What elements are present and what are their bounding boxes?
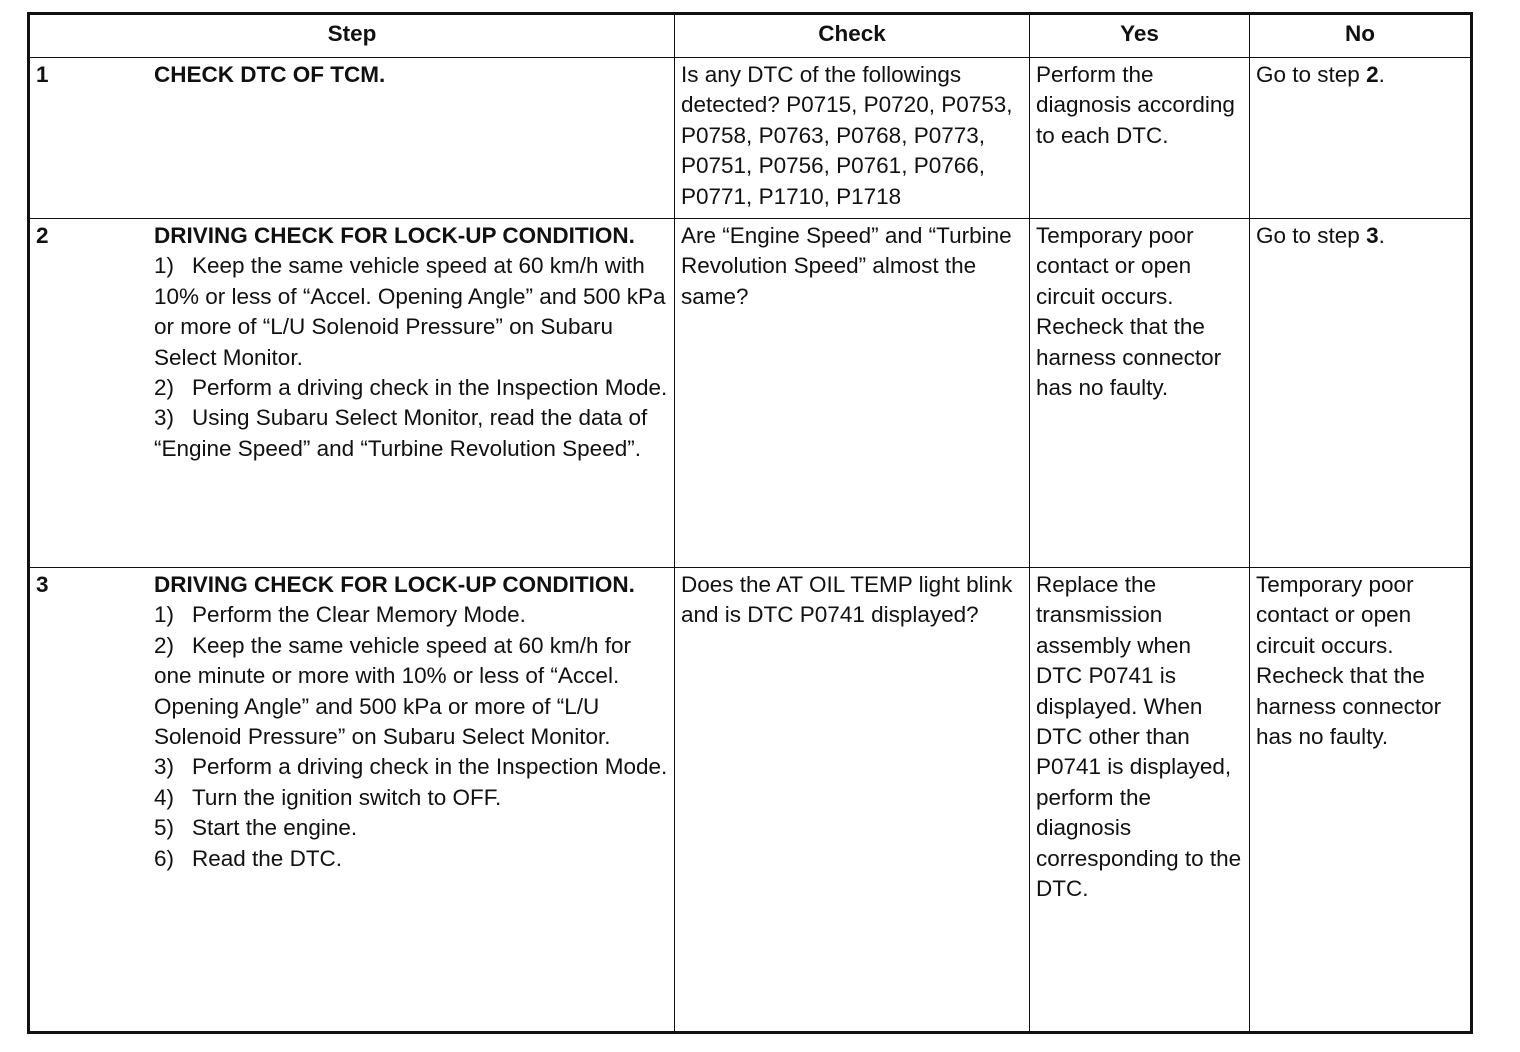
- substep: [154, 600, 668, 630]
- no-cell: [1250, 219, 1472, 568]
- table-row: [29, 219, 1472, 568]
- goto-step-number: 3: [1366, 223, 1379, 249]
- header-row: [29, 14, 1472, 58]
- substep-number: 1): [154, 253, 175, 279]
- header-no: No: [1250, 14, 1472, 58]
- step-cell: [29, 219, 675, 568]
- substep-number: 3): [154, 754, 175, 780]
- step-title: DRIVING CHECK FOR LOCK-UP CONDITION.: [154, 223, 635, 249]
- substep-number: 3): [154, 405, 175, 431]
- no-suffix: .: [1378, 62, 1385, 87]
- no-text: Go to step: [1256, 62, 1367, 87]
- no-cell: [1250, 58, 1472, 219]
- no-text: Go to step: [1256, 223, 1367, 249]
- substep-text: Using Subaru Select Monitor, read the data of “Engine Speed” and “Turbine Revolution Speed”.: [154, 405, 648, 461]
- substep-text: Turn the ignition switch to OFF.: [192, 784, 502, 810]
- substep-text: Perform a driving check in the Inspection Mode.: [192, 375, 668, 401]
- table-row: [29, 568, 1472, 1033]
- substep-text: Perform a driving check in the Inspection Mode.: [192, 754, 668, 780]
- step-number: 3: [36, 572, 49, 598]
- substep: [154, 752, 668, 782]
- substep-number: 2): [154, 632, 175, 658]
- header-check: Check: [675, 14, 1030, 58]
- substep: [154, 844, 668, 874]
- check-cell: Are “Engine Speed” and “Turbine Revolution Speed” almost the same?: [675, 219, 1030, 568]
- yes-cell: Perform the diagnosis according to each DTC.: [1030, 58, 1250, 219]
- substep-text: Start the engine.: [192, 815, 358, 841]
- substep-number: 4): [154, 784, 175, 810]
- substep: [154, 631, 668, 753]
- yes-cell: Replace the transmission assembly when DTC P0741 is displayed. When DTC other than P0741 is displayed, perform the diagnosis corresponding to the DTC.: [1030, 568, 1250, 1033]
- substep-text: Keep the same vehicle speed at 60 km/h with 10% or less of “Accel. Opening Angle” and 500 kPa or more of “L/U Solenoid Pressure” on Subaru Select Monitor.: [154, 253, 666, 370]
- substep-number: 5): [154, 815, 175, 841]
- substep-number: 6): [154, 845, 175, 871]
- substep-text: Read the DTC.: [192, 845, 343, 871]
- substep: [154, 813, 668, 843]
- step-cell: [29, 58, 675, 219]
- step-title: DRIVING CHECK FOR LOCK-UP CONDITION.: [154, 572, 635, 598]
- step-number: 1: [36, 62, 49, 87]
- step-cell: [29, 568, 675, 1033]
- substep-number: 1): [154, 602, 175, 628]
- check-cell: Is any DTC of the followings detected? P0715, P0720, P0753, P0758, P0763, P0768, P0773, P0751, P0756, P0761, P0766, P0771, P1710, P1718: [675, 58, 1030, 219]
- no-cell: Temporary poor contact or open circuit occurs. Recheck that the harness connector has no faulty.: [1250, 568, 1472, 1033]
- substep: [154, 373, 668, 403]
- table-row: [29, 58, 1472, 219]
- diagnostic-table: [27, 12, 1473, 1034]
- substep-text: Perform the Clear Memory Mode.: [192, 602, 526, 628]
- substep-text: Keep the same vehicle speed at 60 km/h for one minute or more with 10% or less of “Accel. Opening Angle” and 500 kPa or more of “L/U Solenoid Pressure” on Subaru Select Monitor.: [154, 632, 632, 750]
- substep: [154, 783, 668, 813]
- step-number: 2: [36, 223, 49, 249]
- step-title: CHECK DTC OF TCM.: [154, 62, 386, 87]
- substep-number: 2): [154, 375, 175, 401]
- header-step: Step: [29, 14, 675, 58]
- no-suffix: .: [1378, 223, 1385, 249]
- check-cell: Does the AT OIL TEMP light blink and is DTC P0741 displayed?: [675, 568, 1030, 1033]
- goto-step-number: 2: [1366, 62, 1379, 87]
- yes-cell: Temporary poor contact or open circuit occurs. Recheck that the harness connector has no faulty.: [1030, 219, 1250, 568]
- substep: [154, 403, 668, 464]
- header-yes: Yes: [1030, 14, 1250, 58]
- substep: [154, 251, 668, 373]
